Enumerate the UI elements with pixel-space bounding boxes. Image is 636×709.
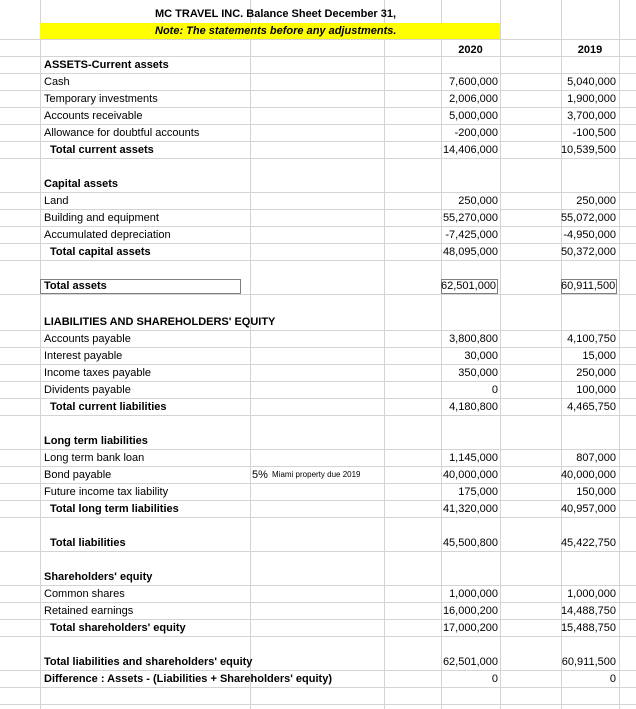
row-label: Allowance for doubtful accounts (44, 127, 200, 139)
year-2020-header: 2020 (458, 44, 483, 56)
row-label: Total capital assets (50, 246, 151, 258)
value-2019[interactable]: 4,465,750 (567, 401, 616, 413)
total-row[interactable] (0, 654, 636, 671)
value-2019[interactable]: 807,000 (576, 452, 616, 464)
value-2020[interactable]: -200,000 (454, 127, 498, 139)
value-2020[interactable]: 250,000 (458, 195, 498, 207)
table-row[interactable] (0, 603, 636, 620)
row-label: Land (44, 195, 69, 207)
year-2019-header: 2019 (577, 44, 603, 56)
value-2019[interactable]: 4,100,750 (567, 333, 616, 345)
equity-header: Shareholders' equity (44, 571, 153, 583)
value-2019[interactable]: 14,488,750 (560, 605, 616, 617)
section-row[interactable] (0, 433, 636, 450)
table-row[interactable] (0, 348, 636, 365)
table-row[interactable] (0, 227, 636, 244)
table-row[interactable] (0, 586, 636, 603)
value-2019[interactable]: 60,911,500 (561, 656, 616, 668)
bond-property-note[interactable]: Miami property due 2019 (272, 470, 361, 479)
value-2020[interactable]: 55,270,000 (442, 212, 498, 224)
liabilities-header: LIABILITIES AND SHAREHOLDERS' EQUITY (44, 316, 276, 328)
value-2020[interactable]: 1,145,000 (449, 452, 498, 464)
row-label: Accounts receivable (44, 110, 143, 122)
row-label: Future income tax liability (44, 486, 169, 498)
table-row[interactable] (0, 450, 636, 467)
value-2020[interactable]: 0 (491, 384, 498, 396)
title-row[interactable] (0, 6, 636, 23)
value-2020[interactable]: 7,600,000 (449, 76, 498, 88)
value-2019[interactable]: 250,000 (576, 367, 616, 379)
total-row[interactable] (0, 399, 636, 416)
row-label: Accounts payable (44, 333, 131, 345)
total-row[interactable] (0, 620, 636, 637)
row-label: Interest payable (44, 350, 123, 362)
bond-rate-note[interactable]: 5% (252, 469, 268, 481)
row-label: Total long term liabilities (50, 503, 179, 515)
value-2019[interactable]: 45,422,750 (560, 537, 616, 549)
total-row[interactable] (0, 535, 636, 552)
total-row[interactable] (0, 244, 636, 261)
total-row[interactable] (0, 501, 636, 518)
value-2020[interactable]: 48,095,000 (442, 246, 498, 258)
capital-assets-header: Capital assets (44, 178, 118, 190)
table-row[interactable] (0, 331, 636, 348)
row-label: Dividents payable (44, 384, 131, 396)
value-2019[interactable]: -100,500 (572, 127, 616, 139)
row-label: Total shareholders' equity (50, 622, 186, 634)
row-label: Accumulated depreciation (44, 229, 171, 241)
value-2019[interactable]: 55,072,000 (560, 212, 616, 224)
value-2019[interactable]: 15,488,750 (560, 622, 616, 634)
value-2019[interactable]: 150,000 (576, 486, 616, 498)
row-label: Building and equipment (44, 212, 159, 224)
value-2020[interactable]: 2,006,000 (449, 93, 498, 105)
sheet-subtitle: Note: The statements before any adjustments. (155, 25, 397, 37)
value-2019[interactable]: 40,000,000 (560, 469, 616, 481)
total-row[interactable] (0, 142, 636, 159)
row-label: Total current liabilities (50, 401, 167, 413)
total-row[interactable] (0, 278, 636, 295)
row-label: Total liabilities (50, 537, 126, 549)
value-2020[interactable]: 14,406,000 (442, 144, 498, 156)
year-header-row[interactable] (0, 40, 636, 57)
value-2020[interactable]: 30,000 (464, 350, 498, 362)
value-2020[interactable]: 3,800,800 (449, 333, 498, 345)
section-row[interactable] (0, 57, 636, 74)
empty-row[interactable] (0, 688, 636, 705)
subtitle-row[interactable] (0, 23, 636, 40)
row-label: Total liabilities and shareholders' equity (44, 656, 253, 668)
value-2020[interactable]: 175,000 (458, 486, 498, 498)
long-term-liabilities-header: Long term liabilities (44, 435, 148, 447)
table-row[interactable] (0, 74, 636, 91)
value-2019[interactable]: 5,040,000 (567, 76, 616, 88)
value-2019[interactable]: 1,900,000 (567, 93, 616, 105)
section-row[interactable] (0, 176, 636, 193)
value-2019[interactable]: 10,539,500 (560, 144, 616, 156)
value-2020[interactable]: 1,000,000 (449, 588, 498, 600)
value-2019[interactable]: -4,950,000 (563, 229, 616, 241)
value-2020[interactable]: -7,425,000 (445, 229, 498, 241)
value-2020[interactable]: 40,000,000 (442, 469, 498, 481)
section-row[interactable] (0, 569, 636, 586)
value-2019[interactable]: 15,000 (582, 350, 616, 362)
value-2019[interactable]: 1,000,000 (567, 588, 616, 600)
value-2019[interactable]: 3,700,000 (567, 110, 616, 122)
table-row[interactable] (0, 365, 636, 382)
current-assets-header: ASSETS-Current assets (44, 59, 169, 71)
row-label: Long term bank loan (44, 452, 145, 464)
table-row[interactable] (0, 210, 636, 227)
table-row[interactable] (0, 484, 636, 501)
value-2020[interactable]: 5,000,000 (449, 110, 498, 122)
difference-row[interactable] (0, 671, 636, 688)
table-row[interactable] (0, 108, 636, 125)
value-2020[interactable]: 45,500,800 (442, 537, 498, 549)
value-2020[interactable]: 62,501,000 (442, 656, 498, 668)
row-label: Total current assets (50, 144, 154, 156)
value-2020[interactable]: 62,501,000 (441, 280, 497, 292)
value-2020[interactable]: 16,000,200 (442, 605, 498, 617)
row-label: Bond payable (44, 469, 112, 481)
row-label: Temporary investments (44, 93, 158, 105)
row-label: Retained earnings (44, 605, 134, 617)
table-row[interactable] (0, 91, 636, 108)
table-row[interactable] (0, 193, 636, 210)
table-row[interactable] (0, 467, 636, 484)
value-2020[interactable]: 350,000 (458, 367, 498, 379)
value-2020[interactable]: 41,320,000 (442, 503, 498, 515)
value-2020[interactable]: 4,180,800 (449, 401, 498, 413)
row-label: Cash (44, 76, 70, 88)
table-row[interactable] (0, 382, 636, 399)
value-2020[interactable]: 0 (491, 673, 498, 685)
value-2020[interactable]: 17,000,200 (442, 622, 498, 634)
value-2019[interactable]: 0 (609, 673, 616, 685)
row-label: Difference : Assets - (Liabilities + Shareholders' equity) (44, 673, 332, 685)
row-label: Common shares (44, 588, 125, 600)
value-2019[interactable]: 100,000 (576, 384, 616, 396)
table-row[interactable] (0, 125, 636, 142)
section-row[interactable] (0, 314, 636, 331)
sheet-title: MC TRAVEL INC. Balance Sheet December 31, (155, 8, 397, 20)
value-2019[interactable]: 50,372,000 (560, 246, 616, 258)
value-2019[interactable]: 40,957,000 (560, 503, 616, 515)
row-label: Total assets (44, 280, 107, 292)
value-2019[interactable]: 250,000 (576, 195, 616, 207)
row-label: Income taxes payable (44, 367, 152, 379)
value-2019[interactable]: 60,911,500 (561, 280, 616, 292)
